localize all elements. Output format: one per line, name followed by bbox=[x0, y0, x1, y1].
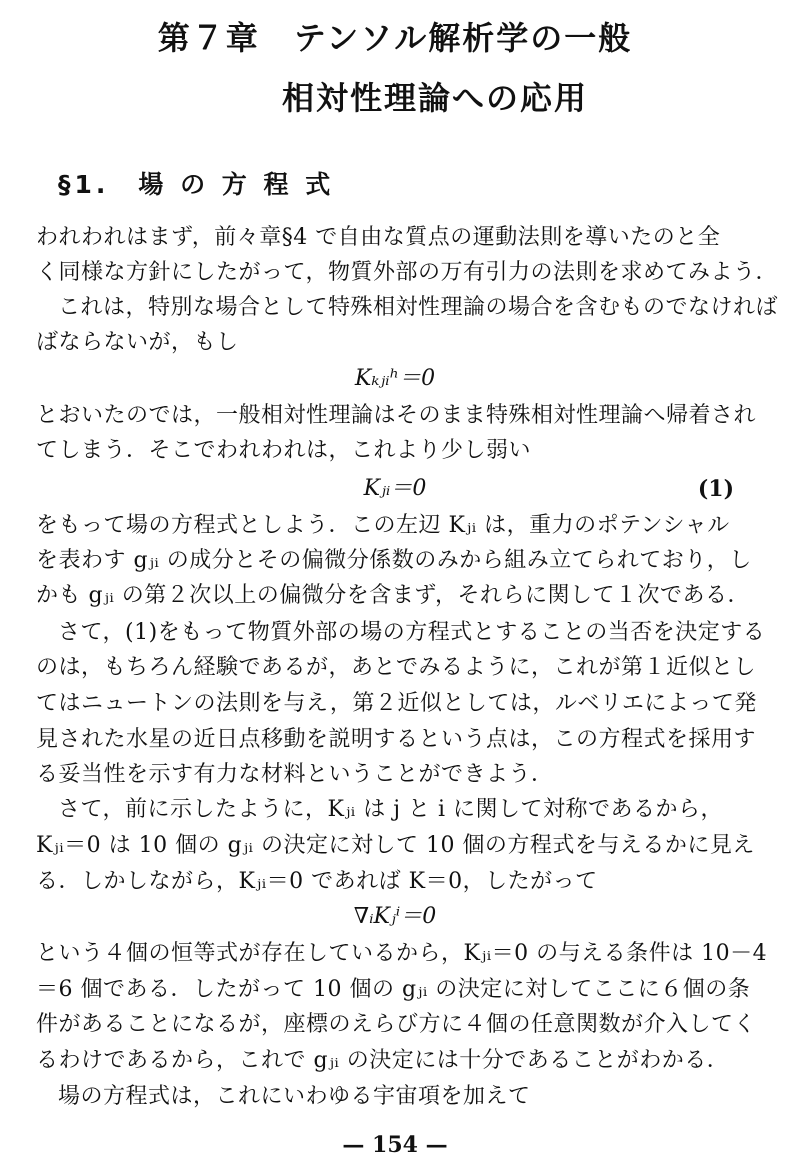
body-line: る．しかしながら，Kⱼᵢ＝0 であれば K＝0，したがって bbox=[36, 869, 598, 894]
body-line: るわけであるから，これで gⱼᵢ の決定には十分であることがわかる． bbox=[36, 1048, 730, 1073]
body-line: かも gⱼᵢ の第２次以上の偏微分を含まず，それらに関して１次である． bbox=[36, 583, 751, 608]
body-line: ばならないが，もし bbox=[36, 330, 239, 355]
body-line: く同様な方針にしたがって，物質外部の万有引力の法則を求めてみよう． bbox=[36, 260, 779, 285]
body-line: とおいたのでは，一般相対性理論はそのまま特殊相対性理論へ帰着され bbox=[36, 403, 757, 428]
body-line: 場の方程式は，これにいわゆる宇宙項を加えて bbox=[58, 1084, 531, 1109]
chapter-title-line-1: 第７章 テンソル解析学の一般 bbox=[157, 19, 633, 57]
body-line: のは，もちろん経験であるが，あとでみるように，これが第１近似とし bbox=[36, 655, 757, 680]
body-line: これは，特別な場合として特殊相対性理論の場合を含むものでなければ bbox=[58, 295, 779, 320]
body-line: 見された水星の近日点移動を説明するという点は，この方程式を採用す bbox=[36, 727, 757, 752]
body-line: ＝6 個である．したがって 10 個の gⱼᵢ の決定に対してここに６個の条 bbox=[36, 977, 751, 1002]
equation-1: Kⱼᵢ＝0 bbox=[363, 476, 427, 501]
body-line: る妥当性を示す有力な材料ということができよう． bbox=[36, 762, 554, 787]
body-line: を表わす gⱼᵢ の成分とその偏微分係数のみから組み立てられており，し bbox=[36, 548, 752, 573]
page-number: — 154 — bbox=[342, 1132, 448, 1158]
body-line: われわれはまず，前々章§4 で自由な質点の運動法則を導いたのと全 bbox=[36, 225, 721, 250]
chapter-title-line-2: 相対性理論への応用 bbox=[281, 79, 588, 117]
body-line: という４個の恒等式が存在しているから，Kⱼᵢ＝0 の与える条件は 10－4 bbox=[36, 941, 768, 966]
body-line: てしまう．そこでわれわれは，これより少し弱い bbox=[36, 438, 532, 463]
section-heading: §1. 場 の 方 程 式 bbox=[58, 170, 335, 199]
body-line: をもって場の方程式としよう．この左辺 Kⱼᵢ は，重力のポテンシャル bbox=[36, 513, 730, 538]
body-line: さて，前に示したように，Kⱼᵢ は j と i に関して対称であるから， bbox=[58, 797, 724, 822]
equation-number: (1) bbox=[697, 476, 734, 502]
body-line: 件があることになるが，座標のえらび方に４個の任意関数が介入してく bbox=[36, 1012, 757, 1037]
equation-curvature-tensor: Kₖⱼᵢʰ＝0 bbox=[354, 366, 436, 391]
equation-divergence: ∇ᵢKⱼⁱ＝0 bbox=[353, 904, 437, 929]
body-line: さて，(1)をもって物質外部の場の方程式とすることの当否を決定する bbox=[58, 620, 766, 645]
body-line: てはニュートンの法則を与え，第２近似としては，ルベリエによって発 bbox=[36, 691, 757, 716]
body-line: Kⱼᵢ＝0 は 10 個の gⱼᵢ の決定に対して 10 個の方程式を与えるかに見え bbox=[36, 833, 755, 858]
